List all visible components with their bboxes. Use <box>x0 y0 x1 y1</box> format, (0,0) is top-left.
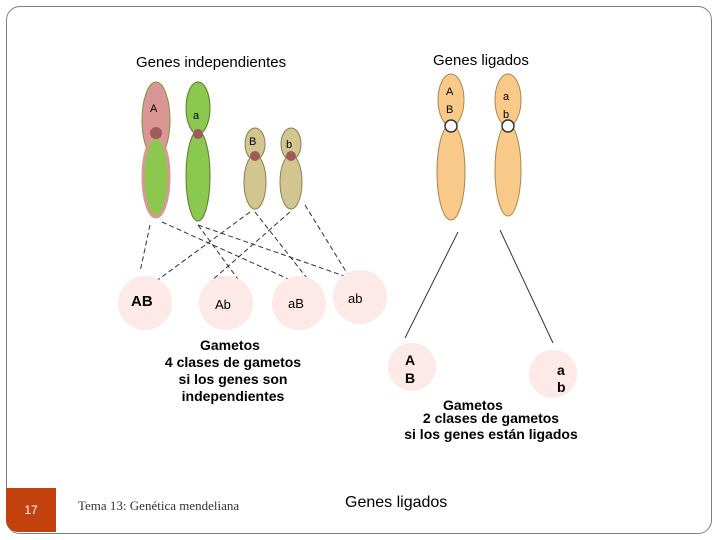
linked-chromosome-ab-lower <box>495 124 521 216</box>
label-A: A <box>150 103 158 115</box>
independent-caption-line-3: independientes <box>181 388 285 404</box>
linked-caption-title: Gametos <box>443 397 503 413</box>
chromosome-a <box>186 82 210 134</box>
independent-caption-line-1: 4 clases de gametos <box>164 354 302 370</box>
linked-caption-line-1: 2 clases de gametos <box>422 410 560 426</box>
linked-gamete-label-a: a <box>557 362 565 378</box>
linked-gamete-label-b: b <box>557 379 566 395</box>
independent-lines <box>140 205 350 282</box>
linked-label-A: A <box>446 86 454 98</box>
linked-chromosome-AB-lower <box>437 124 465 220</box>
chromosome-a-lower <box>186 131 210 221</box>
chromosome-A-lower <box>143 137 169 217</box>
gamete-label-aB: aB <box>288 296 304 311</box>
footer-title: Genes ligados <box>345 494 448 511</box>
gamete-label-ab: ab <box>348 291 363 306</box>
gamete-label-Ab: Ab <box>215 297 231 312</box>
chromosome-B-lower <box>244 155 266 209</box>
linked-centromere-AB <box>445 120 457 132</box>
label-b: b <box>286 139 293 151</box>
independent-caption-line-2: si los genes son <box>178 371 288 387</box>
gamete-a-b <box>529 350 577 398</box>
linked-label-b: b <box>503 109 510 121</box>
slide-number: 17 <box>6 488 56 532</box>
linked-chromosome-AB-upper <box>438 74 464 126</box>
centromere-A <box>150 127 162 139</box>
gamete-label-AB: AB <box>131 293 153 310</box>
linked-heading: Genes ligados <box>433 52 529 69</box>
linked-centromere-ab <box>502 120 514 132</box>
chromosome-b-lower <box>280 155 302 209</box>
independent-chromosomes <box>142 82 302 221</box>
independent-caption-title: Gametos <box>200 337 260 353</box>
linked-gametes <box>388 343 577 398</box>
centromere-b <box>286 151 296 161</box>
centromere-B <box>250 151 260 161</box>
linked-label-B: B <box>446 104 454 116</box>
label-B: B <box>249 136 257 148</box>
footer-course: Tema 13: Genética mendeliana <box>78 498 240 513</box>
independent-heading: Genes independientes <box>136 54 287 71</box>
linked-caption-line-2: si los genes están ligados <box>404 426 578 442</box>
linked-gamete-label-A: A <box>405 352 416 368</box>
linked-label-a: a <box>503 91 510 103</box>
centromere-a <box>193 129 203 139</box>
linked-lines <box>405 230 553 343</box>
linked-gamete-label-B: B <box>405 370 416 386</box>
label-a: a <box>193 110 200 122</box>
